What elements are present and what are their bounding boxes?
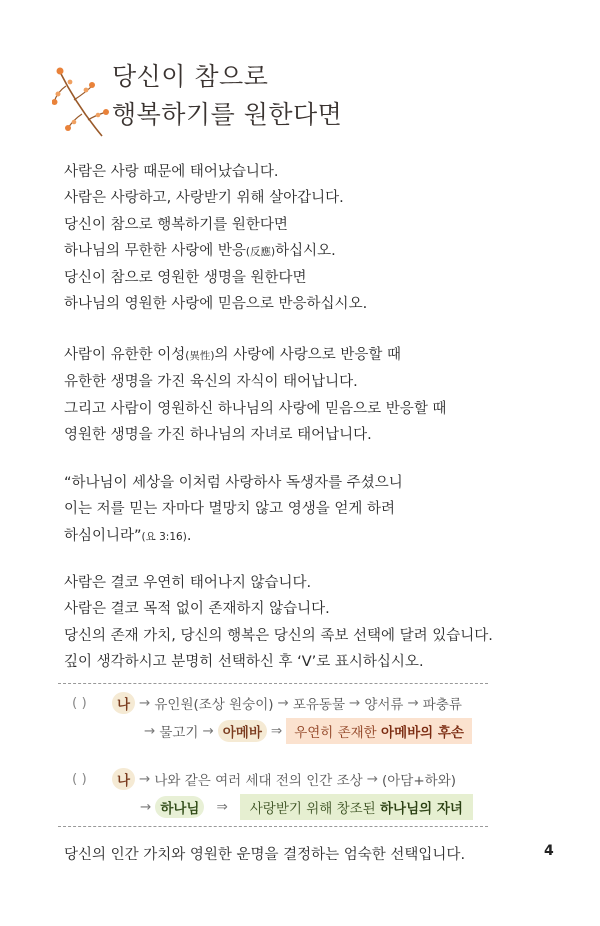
text-line: 하심이니라”(요 3:16). [64,527,192,544]
title-line-2: 행복하기를 원한다면 [112,100,343,129]
footer-statement: 당신의 인간 가치와 영원한 운명을 결정하는 엄숙한 선택입니다. [64,847,466,863]
choice-2-row-1: ( ) 나 → 나와 같은 여러 세대 전의 인간 조상 → (아담+하와) [72,768,456,790]
text-line: 당신이 참으로 행복하기를 원한다면 [64,216,288,233]
text-line: 그리고 사람이 영원하신 하나님의 사랑에 믿음으로 반응할 때 [64,400,447,417]
choice-2-checkbox[interactable]: ( ) [72,771,87,787]
text-line: 유한한 생명을 가진 육신의 자식이 태어납니다. [64,374,358,391]
choice-1-checkbox[interactable]: ( ) [72,695,87,711]
text-line: 깊이 생각하시고 분명히 선택하신 후 ‘V’로 표시하십시오. [64,653,424,670]
father-god: 하나님 [155,796,204,818]
flower-branch-icon [52,62,110,140]
scripture-reference: (요 3:16) [141,530,187,543]
paragraph-1 [64,159,367,318]
scripture-quote [64,470,403,550]
paragraph-2 [64,342,446,448]
text-line: 사람은 결코 목적 없이 존재하지 않습니다. [64,601,330,618]
text-line: 당신의 존재 가치, 당신의 행복은 당신의 족보 선택에 달려 있습니다. [64,627,493,644]
text-line: 영원한 생명을 가진 하나님의 자녀로 태어납니다. [64,426,372,443]
text-line: 사람은 사랑하고, 사랑받기 위해 살아갑니다. [64,190,344,207]
text-line: 사람은 결코 우연히 태어나지 않습니다. [64,575,312,591]
choice-box [58,683,488,827]
text-line: 이는 저를 믿는 자마다 멸망치 않고 영생을 얻게 하려 [64,501,396,518]
title-line-1: 당신이 참으로 [112,62,269,91]
choice-1-row-2: → 물고기 → 아메바 ⇒ 우연히 존재한 아메바의 후손 [140,718,472,744]
result-god-box: 사랑받기 위해 창조된 하나님의 자녀 [240,794,473,820]
result-amoeba-box: 우연히 존재한 아메바의 후손 [286,718,472,744]
text-line: “하나님이 세상을 이처럼 사랑하사 독생자를 주셨으니 [64,475,403,491]
father-amoeba: 아메바 [218,720,267,742]
text-line: 하나님의 무한한 사랑에 반응(反應)하십시오. [64,242,336,259]
me-label: 나 [112,768,135,790]
page-title [112,58,342,134]
choice-2-row-2: → 하나님 ⇒ 사랑받기 위해 창조된 하나님의 자녀 [136,794,473,820]
text-line: 하나님의 영원한 사랑에 믿음으로 반응하십시오. [64,296,368,313]
text-line: 사람이 유한한 이성(異性)의 사랑에 사랑으로 반응할 때 [64,347,402,363]
paragraph-4 [64,570,493,675]
text-line: 사람은 사랑 때문에 태어났습니다. [64,164,279,180]
page-number: 4 [544,843,554,859]
text-line: 당신이 참으로 영원한 생명을 원한다면 [64,270,307,287]
choice-1-row-1: ( ) 나 → 유인원(조상 원숭이) → 포유동물 → 양서류 → 파충류 [72,692,462,714]
me-label: 나 [112,692,135,714]
